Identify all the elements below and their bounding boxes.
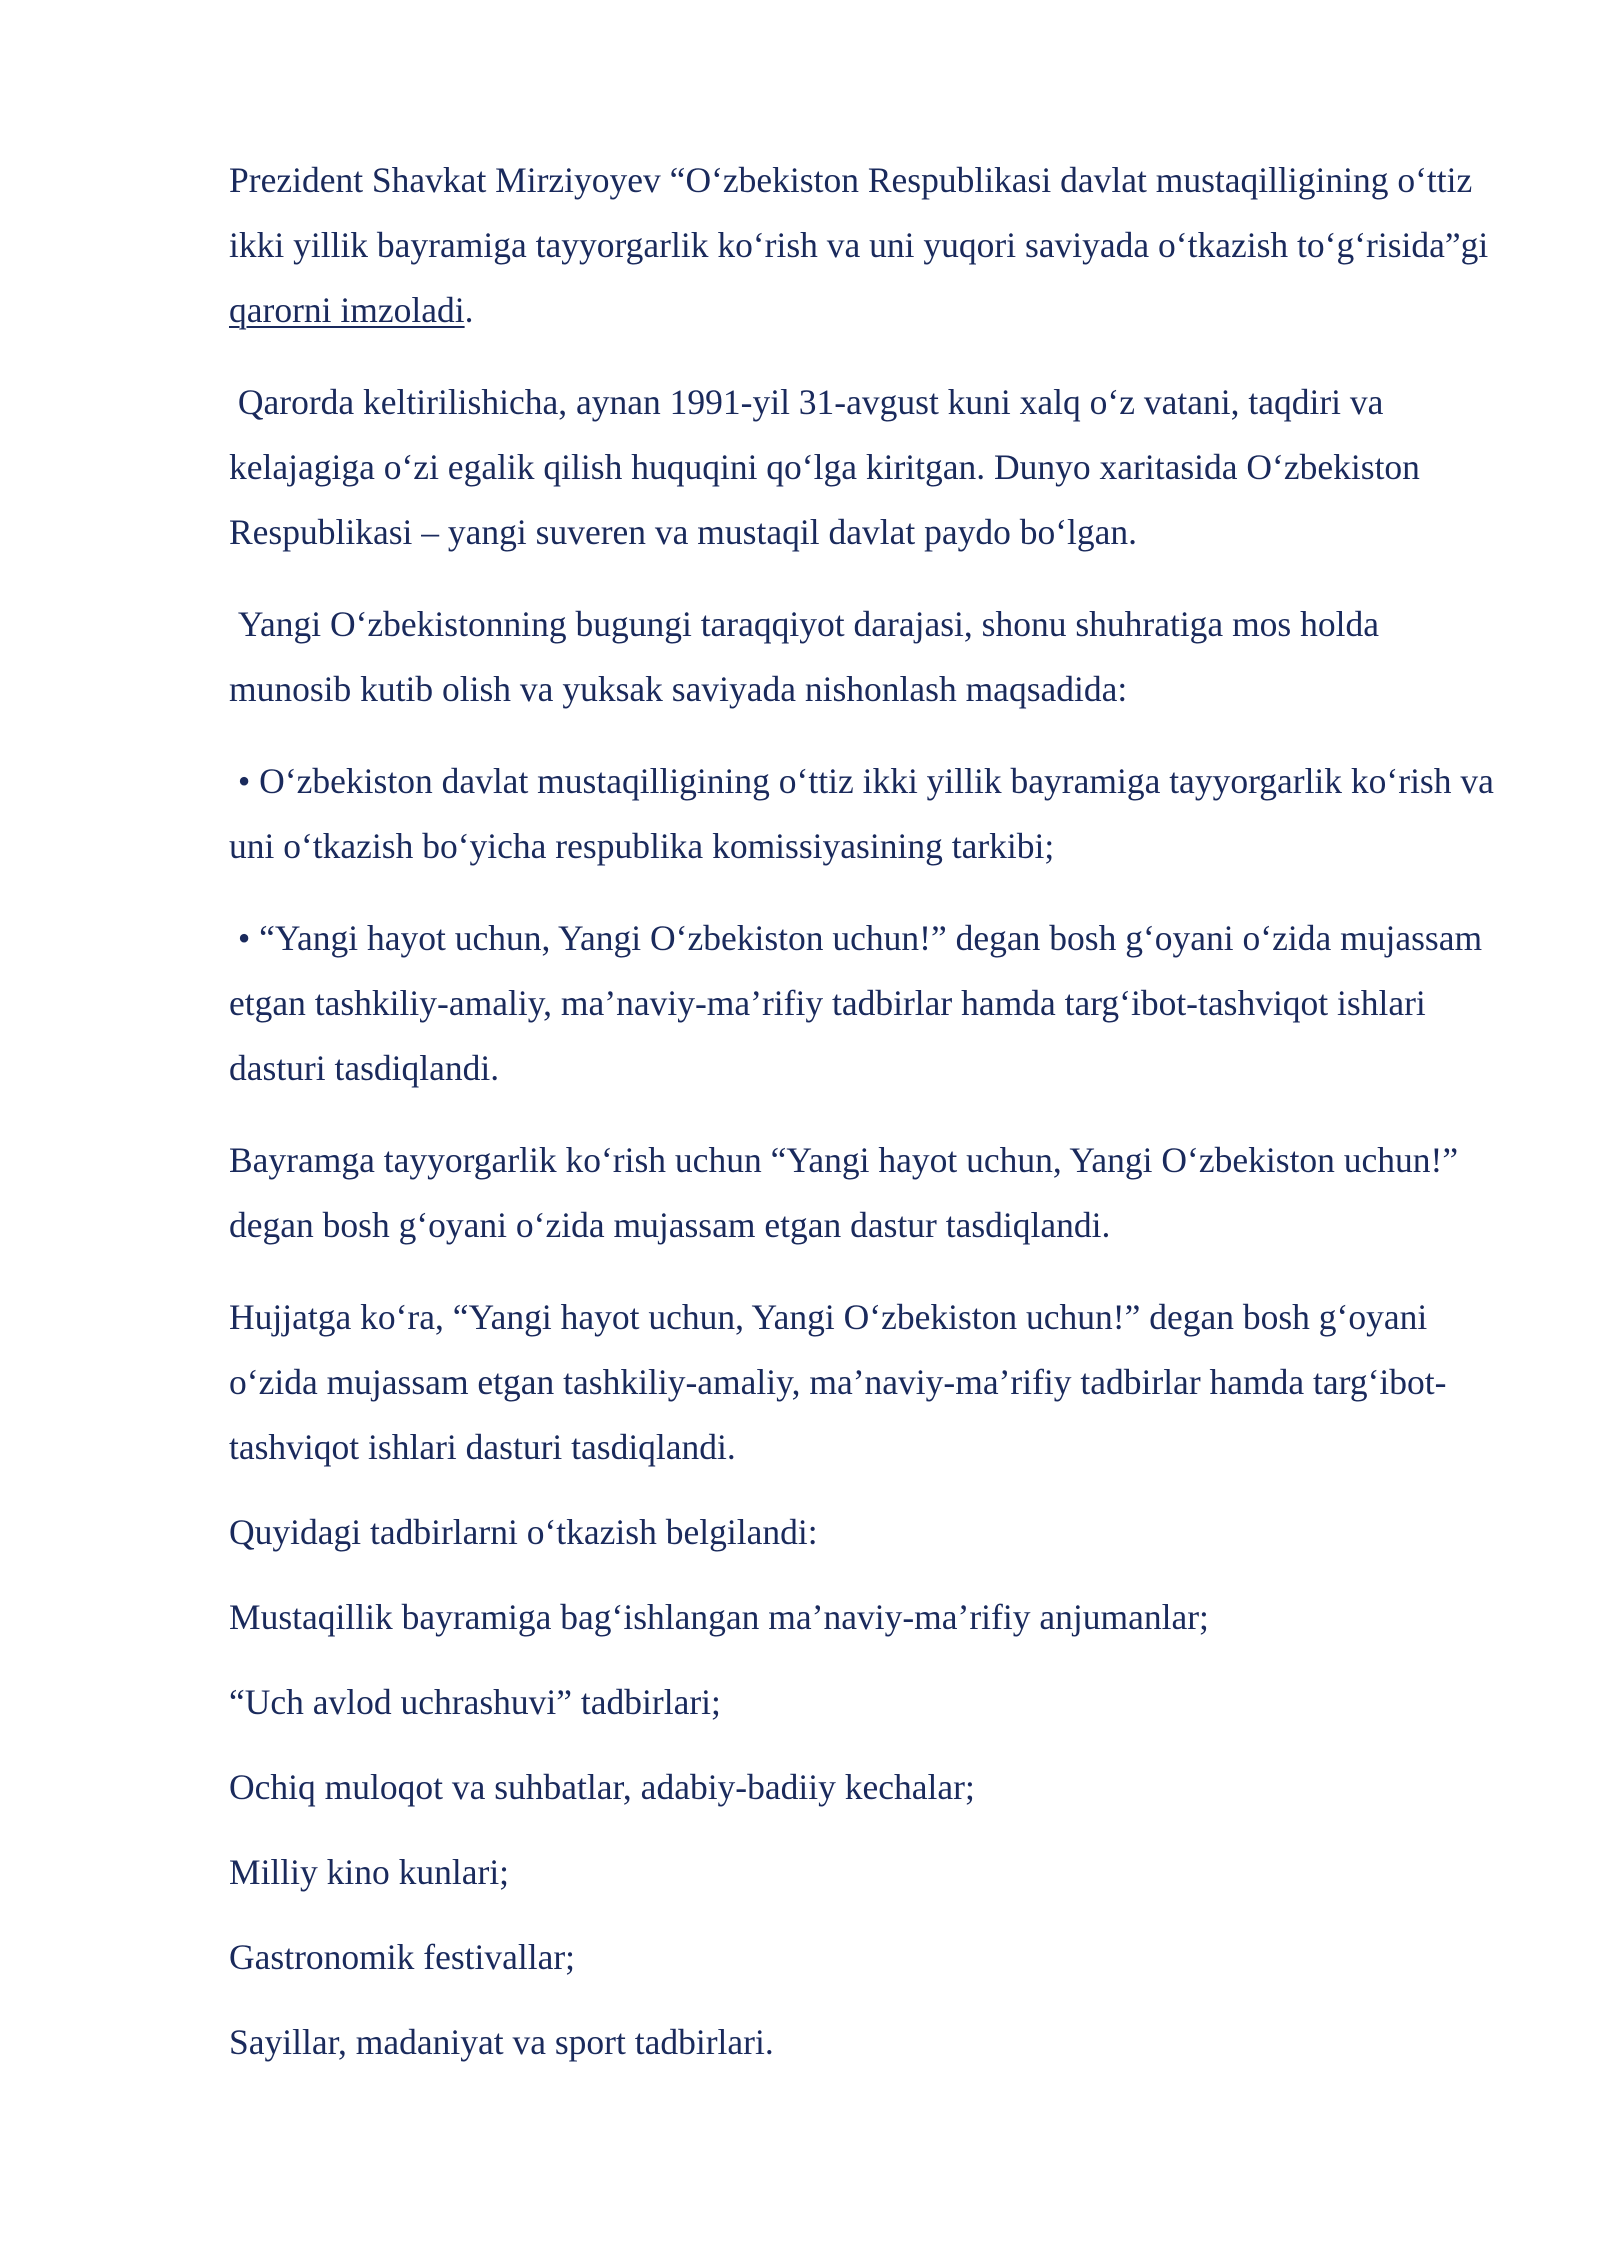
- list-item: “Uch avlod uchrashuvi” tadbirlari;: [229, 1682, 721, 1722]
- paragraph-independence: Qarorda keltirilishicha, aynan 1991-yil 31-avgust kuni xalq o‘z vatani, taqdiri va kelajagiga o‘zi egalik qilish huquqini qo‘lga kiritgan. Dunyo xaritasida O‘zbekiston Respublikasi – yangi suveren va mustaqil davlat paydo bo‘lgan.: [229, 382, 1429, 552]
- paragraph-text: Prezident Shavkat Mirziyoyev “O‘zbekiston Respublikasi davlat mustaqilligining o‘ttiz ikki yillik bayramiga tayyorgarlik ko‘rish va uni yuqori saviyada o‘tkazish to‘g‘risida”gi: [229, 160, 1498, 265]
- paragraph-end: .: [464, 290, 474, 330]
- paragraph-decree-intro: [229, 148, 1509, 343]
- list-item: Milliy kino kunlari;: [229, 1852, 510, 1892]
- list-item: Mustaqillik bayramiga bag‘ishlangan ma’naviy-ma’rifiy anjumanlar;: [229, 1597, 1209, 1637]
- list-item: Gastronomik festivallar;: [229, 1937, 576, 1977]
- paragraph-document-says: Hujjatga ko‘ra, “Yangi hayot uchun, Yangi O‘zbekiston uchun!” degan bosh g‘oyani o‘zida mujassam etgan tashkiliy-amaliy, ma’naviy-ma’rifiy tadbirlar hamda targ‘ibot-tashviqot ishlari dasturi tasdiqlandi.: [229, 1297, 1447, 1467]
- bullet-program: • “Yangi hayot uchun, Yangi O‘zbekiston uchun!” degan bosh g‘oyani o‘zida mujassam etgan tashkiliy-amaliy, ma’naviy-ma’rifiy tadbirlar hamda targ‘ibot-tashviqot ishlari dasturi tasdiqlandi.: [229, 918, 1491, 1088]
- document-body: [229, 148, 1509, 2095]
- list-item: Sayillar, madaniyat va sport tadbirlari.: [229, 2022, 774, 2062]
- bullet-commission: • O‘zbekiston davlat mustaqilligining o‘ttiz ikki yillik bayramiga tayyorgarlik ko‘rish va uni o‘tkazish bo‘yicha respublika komissiyasining tarkibi;: [229, 761, 1503, 866]
- list-item: Ochiq muloqot va suhbatlar, adabiy-badiiy kechalar;: [229, 1767, 975, 1807]
- paragraph-program-approved: Bayramga tayyorgarlik ko‘rish uchun “Yangi hayot uchun, Yangi O‘zbekiston uchun!” degan bosh g‘oyani o‘zida mujassam etgan dastur tasdiqlandi.: [229, 1140, 1468, 1245]
- paragraph-purpose: Yangi O‘zbekistonning bugungi taraqqiyot darajasi, shonu shuhratiga mos holda munosib kutib olish va yuksak saviyada nishonlash maqsadida:: [229, 604, 1388, 709]
- decree-link[interactable]: qarorni imzoladi: [229, 290, 465, 330]
- paragraph-events-intro: Quyidagi tadbirlarni o‘tkazish belgilandi:: [229, 1512, 818, 1552]
- events-list: [229, 1585, 1509, 2075]
